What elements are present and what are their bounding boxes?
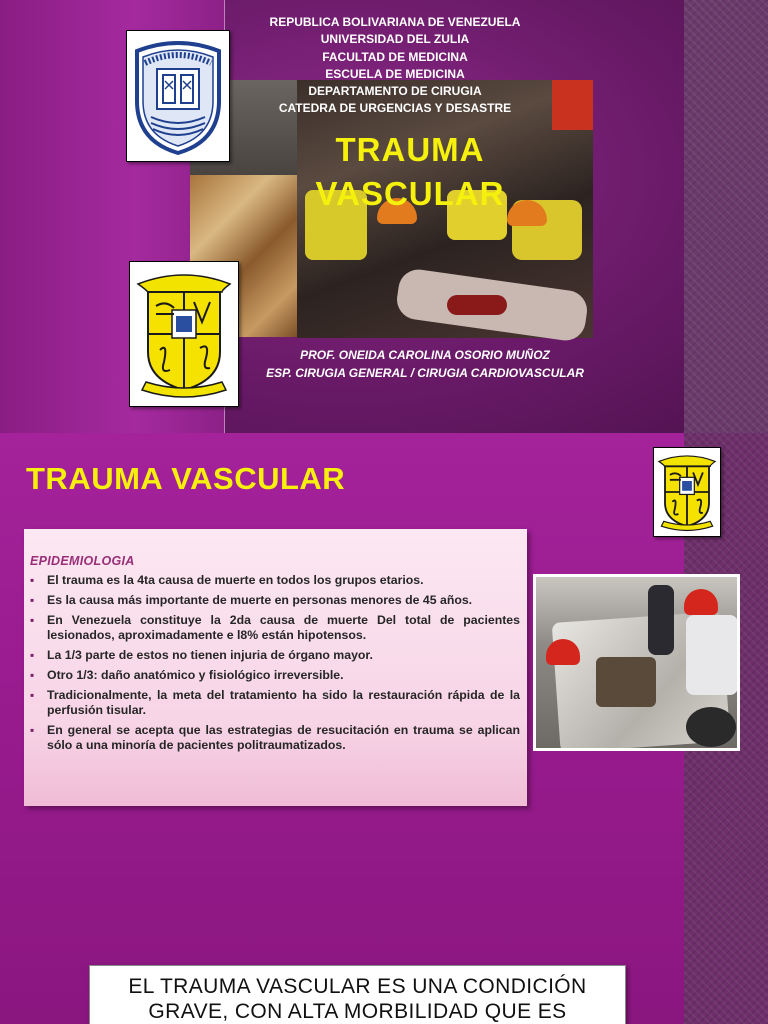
list-item: ▪ Es la causa más importante de muerte en personas menores de 45 años. bbox=[30, 593, 520, 608]
author-specialty: ESP. CIRUGIA GENERAL / CIRUGIA CARDIOVASCULAR bbox=[266, 365, 584, 380]
institution-line: UNIVERSIDAD DEL ZULIA bbox=[320, 32, 470, 47]
medicine-faculty-logo bbox=[129, 261, 239, 407]
medicine-faculty-shield-icon bbox=[130, 262, 238, 406]
medicine-faculty-shield-icon bbox=[654, 448, 720, 536]
institution-line: ESCUELA DE MEDICINA bbox=[325, 66, 465, 81]
institution-header bbox=[230, 14, 560, 118]
university-seal-icon bbox=[127, 31, 229, 161]
list-item: ▪ Tradicionalmente, la meta del tratamiento ha sido la restauración rápida de la perfusión tisular. bbox=[30, 688, 520, 718]
list-item: ▪ En Venezuela constituye la 2da causa de muerte Del total de pacientes lesionados, aproximadamente e l8% están hipotensos. bbox=[30, 613, 520, 643]
car-accident-photo bbox=[533, 574, 740, 751]
institution-line: FACULTAD DE MEDICINA bbox=[322, 49, 468, 64]
list-item: ▪ En general se acepta que las estrategias de resucitación en trauma se aplican sólo a una minoría de pacientes politraumatizados. bbox=[30, 723, 520, 753]
summary-textbox bbox=[89, 965, 626, 1024]
institution-line: REPUBLICA BOLIVARIANA DE VENEZUELA bbox=[269, 15, 521, 29]
slide-title: TRAUMA VASCULAR bbox=[26, 461, 346, 496]
title-line: TRAUMA bbox=[335, 131, 485, 168]
title-line: VASCULAR bbox=[315, 175, 505, 212]
medicine-faculty-logo-small bbox=[653, 447, 721, 537]
institution-line: CATEDRA DE URGENCIAS Y DESASTRE bbox=[278, 101, 512, 116]
summary-line: EL TRAUMA VASCULAR ES UNA CONDICIÓN bbox=[128, 975, 587, 998]
author-block bbox=[230, 347, 620, 382]
list-item: ▪ Otro 1/3: daño anatómico y fisiológico irreversible. bbox=[30, 668, 520, 683]
bullet-list bbox=[30, 573, 520, 758]
right-texture-panel bbox=[684, 0, 768, 433]
author-name: PROF. ONEIDA CAROLINA OSORIO MUÑOZ bbox=[300, 348, 550, 362]
summary-text bbox=[90, 974, 625, 1024]
slide-title bbox=[240, 128, 580, 216]
summary-line: GRAVE, CON ALTA MORBILIDAD QUE ES bbox=[148, 1000, 567, 1023]
epidemiology-slide bbox=[0, 433, 768, 1024]
epidemiology-textbox bbox=[24, 529, 527, 806]
section-heading: EPIDEMIOLOGIA bbox=[30, 554, 135, 568]
title-slide bbox=[0, 0, 768, 433]
university-logo bbox=[126, 30, 230, 162]
list-item: ▪ El trauma es la 4ta causa de muerte en todos los grupos etarios. bbox=[30, 573, 520, 588]
list-item: ▪ La 1/3 parte de estos no tienen injuria de órgano mayor. bbox=[30, 648, 520, 663]
institution-line: DEPARTAMENTO DE CIRUGIA bbox=[308, 84, 482, 99]
